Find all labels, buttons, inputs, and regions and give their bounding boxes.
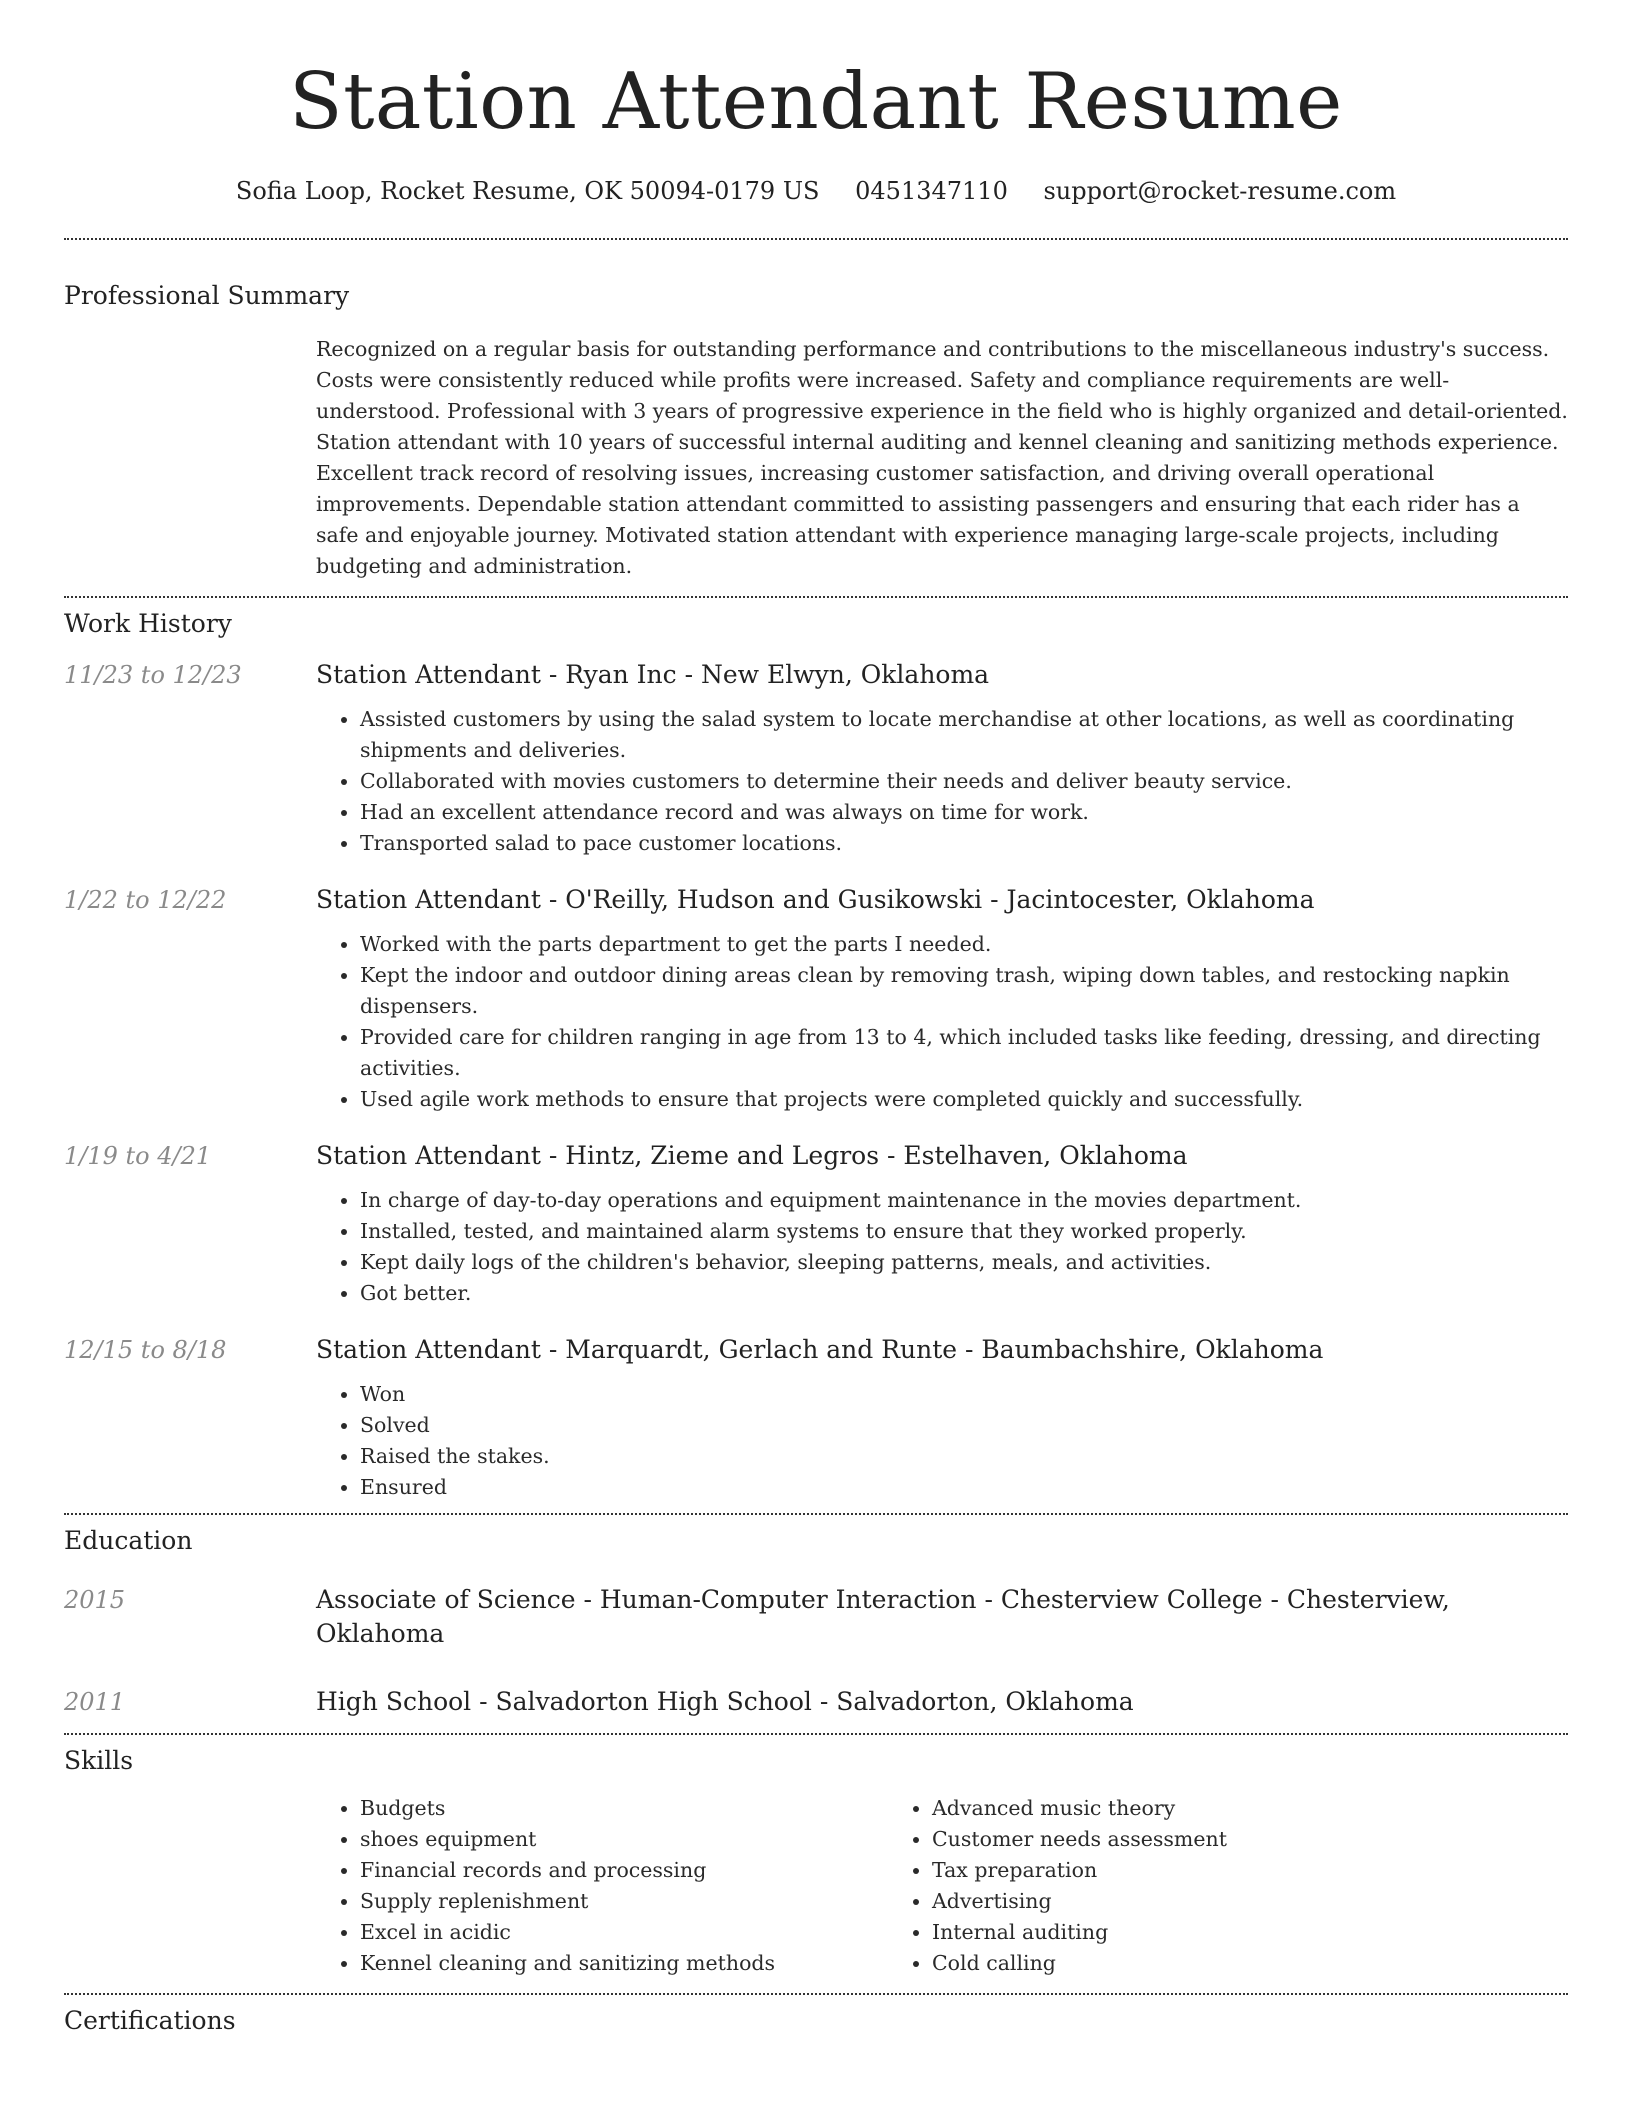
- job-dates: 1/22 to 12/22: [64, 886, 227, 914]
- section-title-summary: Professional Summary: [64, 281, 350, 310]
- job-bullets: [316, 1379, 1568, 1503]
- job-bullet: • Installed, tested, and maintained alarm systems to ensure that they worked properly.: [360, 1216, 1568, 1247]
- skill-item: • Advanced music theory: [932, 1793, 1460, 1824]
- skill-item: • Budgets: [360, 1793, 888, 1824]
- job-bullet: • Transported salad to pace customer locations.: [360, 828, 1568, 859]
- job-bullet: • Won: [360, 1379, 1568, 1410]
- certifications-section: [64, 1995, 1568, 2037]
- job-bullet: • Ensured: [360, 1472, 1568, 1503]
- skills-list-right: [888, 1793, 1460, 1979]
- education-entry: [64, 1583, 1568, 1651]
- contact-phone: 0451347110: [855, 177, 1008, 205]
- job-bullet: • In charge of day-to-day operations and equipment maintenance in the movies department.: [360, 1185, 1568, 1216]
- skill-item: • Customer needs assessment: [932, 1824, 1460, 1855]
- job-bullet: • Got better.: [360, 1278, 1568, 1309]
- skills-list-left: [316, 1793, 888, 1979]
- job-bullet: • Had an excellent attendance record and was always on time for work.: [360, 797, 1568, 828]
- job-entry: [64, 658, 1568, 859]
- summary-text: Recognized on a regular basis for outstanding performance and contributions to the miscellaneous industry's success. Costs were consistently reduced while profits were increased. Safety and compliance requirements are well-understood. Professional with 3 years of progressive experience in the field who is highly organized and detail-oriented. Station attendant with 10 years of successful internal auditing and kennel cleaning and sanitizing methods experience. Excellent track record of resolving issues, increasing customer satisfaction, and driving overall operational improvements. Dependable station attendant committed to assisting passengers and ensuring that each rider has a safe and enjoyable journey. Motivated station attendant with experience managing large-scale projects, including budgeting and administration.: [316, 337, 1568, 578]
- professional-summary-section: [64, 240, 1568, 596]
- job-bullet: • Kept daily logs of the children's behavior, sleeping patterns, meals, and activities.: [360, 1247, 1568, 1278]
- job-heading: Station Attendant - Hintz, Zieme and Legros - Estelhaven, Oklahoma: [316, 1141, 1188, 1170]
- education-section: [64, 1515, 1568, 1733]
- job-bullet: • Kept the indoor and outdoor dining areas clean by removing trash, wiping down tables, and restocking napkin dispensers.: [360, 960, 1568, 1022]
- skills-grid: [316, 1793, 1568, 1979]
- skill-item: • shoes equipment: [360, 1824, 888, 1855]
- section-title-work: Work History: [64, 609, 232, 638]
- skills-section: [64, 1735, 1568, 1993]
- job-entry: [64, 883, 1568, 1115]
- skill-item: • Tax preparation: [932, 1855, 1460, 1886]
- skill-item: • Internal auditing: [932, 1917, 1460, 1948]
- resume-title: Station Attendant Resume: [289, 57, 1343, 147]
- job-dates: 12/15 to 8/18: [64, 1336, 227, 1364]
- section-title-skills: Skills: [64, 1746, 134, 1775]
- skill-item: • Kennel cleaning and sanitizing methods: [360, 1948, 888, 1979]
- skill-item: • Advertising: [932, 1886, 1460, 1917]
- job-bullet: • Solved: [360, 1410, 1568, 1441]
- skill-item: • Supply replenishment: [360, 1886, 888, 1917]
- job-bullet: • Assisted customers by using the salad system to locate merchandise at other locations, as well as coordinating shipments and deliveries.: [360, 704, 1568, 766]
- skill-item: • Excel in acidic: [360, 1917, 888, 1948]
- education-entry: [64, 1685, 1568, 1719]
- job-entry: [64, 1333, 1568, 1503]
- work-history-section: [64, 598, 1568, 1513]
- section-title-certifications: Certifications: [64, 2006, 236, 2035]
- section-title-education: Education: [64, 1526, 193, 1555]
- skill-item: • Cold calling: [932, 1948, 1460, 1979]
- education-heading: High School - Salvadorton High School - Salvadorton, Oklahoma: [316, 1687, 1134, 1716]
- job-bullets: [316, 1185, 1568, 1309]
- job-entry: [64, 1139, 1568, 1309]
- job-heading: Station Attendant - Ryan Inc - New Elwyn, Oklahoma: [316, 660, 990, 689]
- job-heading: Station Attendant - O'Reilly, Hudson and Gusikowski - Jacintocester, Oklahoma: [316, 885, 1315, 914]
- job-bullets: [316, 929, 1568, 1115]
- contact-line: [64, 176, 1568, 206]
- job-dates: 11/23 to 12/23: [64, 661, 242, 689]
- job-bullet: • Collaborated with movies customers to determine their needs and deliver beauty service.: [360, 766, 1568, 797]
- education-heading: Associate of Science - Human-Computer Interaction - Chesterview College - Chesterview, Oklahoma: [316, 1585, 1450, 1648]
- job-bullet: • Raised the stakes.: [360, 1441, 1568, 1472]
- job-bullets: [316, 704, 1568, 859]
- education-year: 2015: [64, 1586, 126, 1614]
- contact-address: Sofia Loop, Rocket Resume, OK 50094-0179 US: [235, 177, 820, 205]
- contact-email: support@rocket-resume.com: [1043, 177, 1397, 205]
- education-year: 2011: [64, 1688, 126, 1716]
- job-bullet: • Provided care for children ranging in age from 13 to 4, which included tasks like feeding, dressing, and directing activities.: [360, 1022, 1568, 1084]
- job-bullet: • Worked with the parts department to get the parts I needed.: [360, 929, 1568, 960]
- job-bullet: • Used agile work methods to ensure that projects were completed quickly and successfully.: [360, 1084, 1568, 1115]
- job-dates: 1/19 to 4/21: [64, 1142, 212, 1170]
- skill-item: • Financial records and processing: [360, 1855, 888, 1886]
- job-heading: Station Attendant - Marquardt, Gerlach and Runte - Baumbachshire, Oklahoma: [316, 1335, 1324, 1364]
